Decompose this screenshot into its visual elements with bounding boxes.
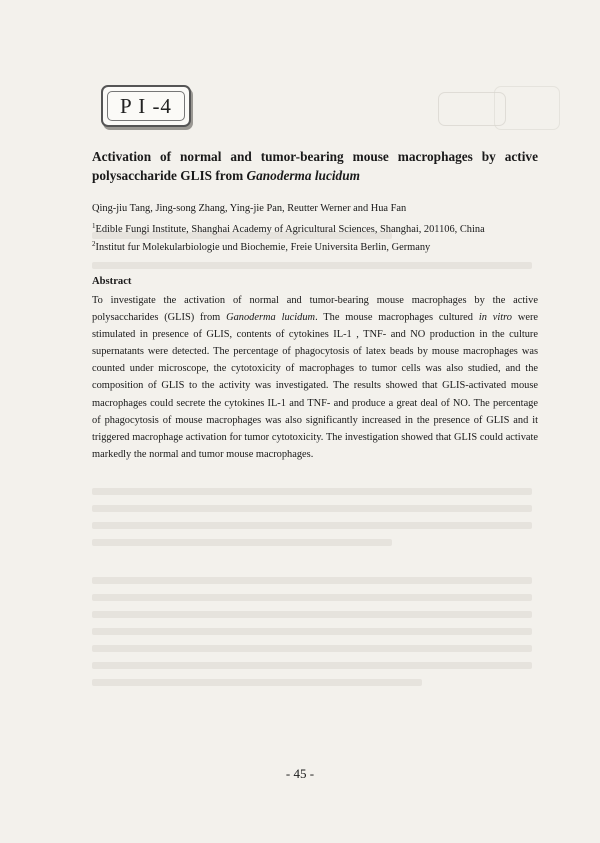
bleed-through-line bbox=[92, 679, 422, 686]
bleed-through-line bbox=[92, 262, 532, 269]
bleed-through-line bbox=[92, 522, 532, 529]
bleed-through-line bbox=[92, 645, 532, 652]
bleed-through-line bbox=[92, 488, 532, 495]
page-number: - 45 - bbox=[285, 766, 315, 781]
abstract-heading: Abstract bbox=[92, 276, 132, 287]
bleed-through-line bbox=[92, 505, 532, 512]
author-list: Qing-jiu Tang, Jing-song Zhang, Ying-jie Pan, Reutter Werner and Hua Fan bbox=[92, 203, 407, 214]
bleed-through-line bbox=[92, 628, 532, 635]
bleed-through-box bbox=[494, 86, 560, 130]
bleed-through-line bbox=[92, 594, 532, 601]
bleed-through-line bbox=[92, 577, 532, 584]
session-label: P I -4 bbox=[107, 91, 185, 121]
paper-title-line-2: polysaccharide GLIS from Ganoderma lucidum bbox=[92, 168, 360, 183]
bleed-through-line bbox=[92, 539, 392, 546]
abstract-text: To investigate the activation of normal and tumor-bearing mouse macrophages by the active polysaccharides (GLIS) from Ganoderma lucidum. The mouse macrophages cultured in vitro were stimulated in presence of GLIS, contents of cytokines IL-1 , TNF- and NO production in the culture supernatants were detected. The percentage of phagocytosis of latex beads by mouse macrophages was counted under microscope, the cytotoxicity of macrophages to tumor cells was also studied, and the composition of GLIS to the activity was investigated. The results showed that GLIS-activated mouse macrophages could secrete the cytokines IL-1 and TNF- and produce a great deal of NO. The percentage of phagocytosis of mouse macrophages was also significantly increased in the presence of GLIS and it triggered macrophage activation for tumor cytotoxicity. The investigation showed that GLIS could activate markedly the normal and tumor mouse macrophages. bbox=[92, 295, 539, 460]
affiliation-1: $^1$Edible Fungi Institute, Shanghai Academy of Agricultural Sciences, Shanghai, 201106, China bbox=[92, 222, 485, 235]
affiliation-2: $^2$Institut fur Molekularbiologie und Biochemie, Freie Universita Berlin, Germany bbox=[92, 240, 431, 253]
bleed-through-line bbox=[92, 611, 532, 618]
session-label-box bbox=[101, 85, 191, 127]
bleed-through-line bbox=[92, 662, 532, 669]
paper-title-line-1: Activation of normal and tumor-bearing mouse macrophages by active bbox=[92, 149, 538, 164]
